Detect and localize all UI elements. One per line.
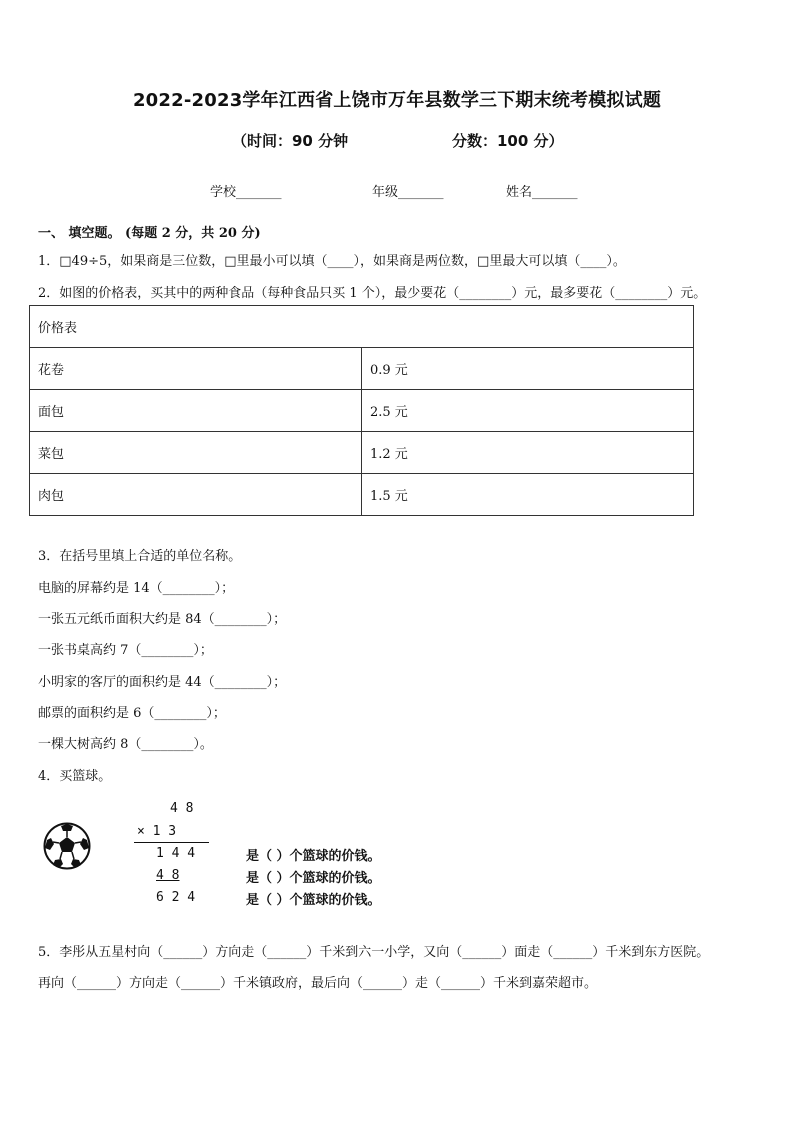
- calc-multiplicand: 4 8: [170, 801, 194, 816]
- question-5-line-1: 5．李彤从五星村向（______）方向走（______）千米到六一小学，又向（______）面走（______）千米到东方医院。: [38, 945, 710, 960]
- calc-multiplier: × 1 3: [137, 824, 177, 839]
- calc-note: 是（ ）个篮球的价钱。: [246, 893, 381, 908]
- price-table-header-row: [30, 306, 694, 348]
- question-3-line: 一张书桌高约 7（________）；: [38, 643, 213, 658]
- calc-note: 是（ ）个篮球的价钱。: [246, 849, 381, 864]
- table-cell-item: 菜包: [30, 432, 362, 474]
- table-cell-item: 肉包: [30, 474, 362, 516]
- calc-partial-2: 4 8: [156, 868, 180, 883]
- table-cell-price: 1.5 元: [362, 474, 694, 516]
- calc-result: 6 2 4: [156, 890, 196, 905]
- table-cell-item: 面包: [30, 390, 362, 432]
- grade-field: 年级_______: [372, 185, 444, 200]
- question-3-line: 一张五元纸币面积大约是 84（________）；: [38, 612, 287, 627]
- table-cell-price: 2.5 元: [362, 390, 694, 432]
- question-1: 1．□49÷5，如果商是三位数，□里最小可以填（____），如果商是两位数，□里最大可以填（____）。: [38, 254, 626, 269]
- school-field: 学校_______: [210, 185, 282, 200]
- question-5-line-2: 再向（______）方向走（______）千米镇政府，最后向（______）走（______）千米到嘉荣超市。: [38, 976, 598, 991]
- price-table-header: 价格表: [30, 306, 694, 348]
- exam-time: （时间：90 分钟: [232, 132, 349, 150]
- question-3-line: 一棵大树高约 8（________）。: [38, 737, 213, 752]
- question-3-prompt: 3．在括号里填上合适的单位名称。: [38, 549, 242, 564]
- name-field: 姓名_______: [506, 185, 578, 200]
- page-title: 2022-2023学年江西省上饶市万年县数学三下期末统考模拟试题: [132, 90, 662, 111]
- soccer-ball-icon: [43, 822, 91, 870]
- table-cell-price: 1.2 元: [362, 432, 694, 474]
- section-heading: 一、 填空题。 (每题 2 分，共 20 分): [38, 226, 261, 241]
- table-cell-price: 0.9 元: [362, 348, 694, 390]
- question-3-line: 邮票的面积约是 6（________）；: [38, 706, 226, 721]
- question-3-line: 小明家的客厅的面积约是 44（________）；: [38, 675, 287, 690]
- exam-score: 分数：100 分）: [452, 132, 564, 150]
- calc-note: 是（ ）个篮球的价钱。: [246, 871, 381, 886]
- table-row: [30, 474, 694, 516]
- table-row: [30, 432, 694, 474]
- table-row: [30, 348, 694, 390]
- question-3-line: 电脑的屏幕约是 14（________）；: [38, 581, 235, 596]
- table-cell-item: 花卷: [30, 348, 362, 390]
- question-4-prompt: 4．买篮球。: [38, 769, 112, 784]
- question-2: 2．如图的价格表，买其中的两种食品（每种食品只买 1 个），最少要花（________）元，最多要花（________）元。: [38, 286, 707, 301]
- table-row: [30, 390, 694, 432]
- calc-partial-1: 1 4 4: [156, 846, 196, 861]
- calc-divider: [134, 842, 209, 843]
- price-table: [29, 305, 694, 516]
